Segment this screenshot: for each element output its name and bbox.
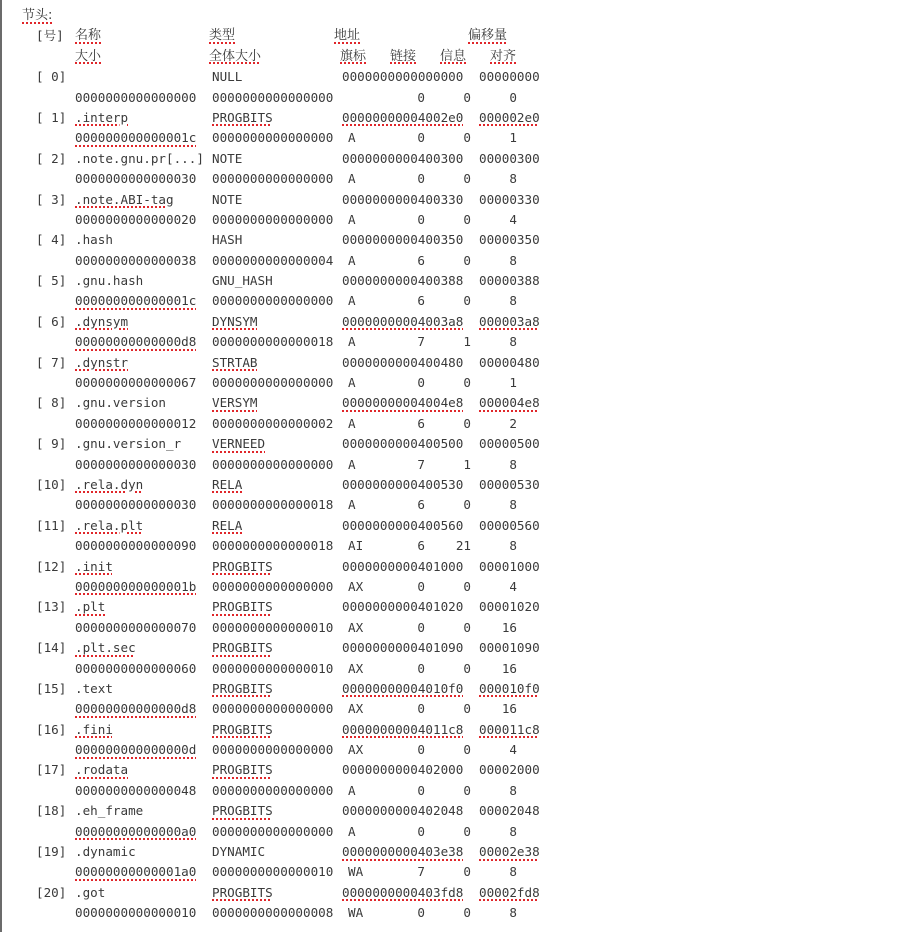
section-info: 0 bbox=[463, 864, 471, 880]
section-type: PROGBITS bbox=[212, 599, 273, 615]
section-row-main bbox=[0, 67, 897, 87]
section-name: .eh_frame bbox=[75, 803, 144, 819]
section-row-detail bbox=[0, 291, 897, 311]
section-size: 000000000000001b bbox=[75, 578, 197, 594]
section-size: 000000000000001c bbox=[75, 293, 197, 309]
section-size: 0000000000000070 bbox=[75, 619, 197, 635]
section-number: [ 2] bbox=[36, 150, 67, 166]
section-flags: A bbox=[348, 415, 356, 431]
section-number: [10] bbox=[36, 476, 67, 492]
section-link: 0 bbox=[417, 375, 425, 391]
section-entsize: 0000000000000018 bbox=[212, 497, 334, 513]
section-flags: WA bbox=[348, 864, 364, 880]
section-size: 0000000000000012 bbox=[75, 415, 197, 431]
section-entsize: 0000000000000002 bbox=[212, 415, 334, 431]
header-name: 名称 bbox=[75, 28, 102, 44]
section-flags: WA bbox=[348, 905, 364, 921]
header-flags: 旗标 bbox=[340, 48, 367, 64]
header-info: 信息 bbox=[440, 48, 467, 64]
section-row-detail bbox=[0, 618, 897, 638]
section-size: 000000000000000d bbox=[75, 742, 197, 758]
section-flags: A bbox=[348, 130, 356, 146]
section-row-main bbox=[0, 108, 897, 128]
section-row-main bbox=[0, 557, 897, 577]
section-name: .text bbox=[75, 680, 113, 696]
section-number: [19] bbox=[36, 844, 67, 860]
section-info: 0 bbox=[463, 823, 471, 839]
section-entsize: 0000000000000000 bbox=[212, 375, 334, 391]
section-type: PROGBITS bbox=[212, 558, 273, 574]
section-align: 16 bbox=[501, 701, 517, 717]
section-type: PROGBITS bbox=[212, 640, 273, 656]
section-size: 0000000000000020 bbox=[75, 211, 197, 227]
section-number: [15] bbox=[36, 680, 67, 696]
section-row-detail bbox=[0, 495, 897, 515]
section-type: NOTE bbox=[212, 150, 243, 166]
section-link: 7 bbox=[417, 334, 425, 350]
section-row-detail bbox=[0, 455, 897, 475]
section-link: 0 bbox=[417, 89, 425, 105]
section-flags: A bbox=[348, 171, 356, 187]
section-offset: 00001090 bbox=[479, 640, 540, 656]
section-address: 00000000004002e0 bbox=[342, 109, 464, 125]
section-row-main bbox=[0, 475, 897, 495]
section-type: PROGBITS bbox=[212, 109, 273, 125]
section-type: VERSYM bbox=[212, 395, 258, 411]
section-align: 8 bbox=[509, 171, 517, 187]
section-row-detail bbox=[0, 903, 897, 923]
section-offset: 00000530 bbox=[479, 476, 540, 492]
section-type: PROGBITS bbox=[212, 884, 273, 900]
section-number: [ 7] bbox=[36, 354, 67, 370]
section-offset: 000003a8 bbox=[479, 313, 540, 329]
section-address: 0000000000400330 bbox=[342, 191, 464, 207]
section-row-main bbox=[0, 516, 897, 536]
section-info: 1 bbox=[463, 456, 471, 472]
section-align: 1 bbox=[509, 375, 517, 391]
section-offset: 00000300 bbox=[479, 150, 540, 166]
section-type: PROGBITS bbox=[212, 762, 273, 778]
section-entsize: 0000000000000010 bbox=[212, 619, 334, 635]
section-row-detail bbox=[0, 822, 897, 842]
section-flags: A bbox=[348, 211, 356, 227]
section-address: 0000000000401000 bbox=[342, 558, 464, 574]
section-address: 0000000000400300 bbox=[342, 150, 464, 166]
section-info: 0 bbox=[463, 130, 471, 146]
section-size: 00000000000000a0 bbox=[75, 823, 197, 839]
section-type: RELA bbox=[212, 517, 243, 533]
section-row-main bbox=[0, 842, 897, 862]
section-info: 0 bbox=[463, 701, 471, 717]
section-type: PROGBITS bbox=[212, 803, 273, 819]
section-info: 0 bbox=[463, 578, 471, 594]
section-number: [17] bbox=[36, 762, 67, 778]
section-row-detail bbox=[0, 414, 897, 434]
section-row-main bbox=[0, 434, 897, 454]
section-name: .dynsym bbox=[75, 313, 129, 329]
section-address: 0000000000400388 bbox=[342, 273, 464, 289]
section-address: 00000000004004e8 bbox=[342, 395, 464, 411]
section-size: 00000000000000d8 bbox=[75, 334, 197, 350]
section-flags: A bbox=[348, 293, 356, 309]
section-row-main bbox=[0, 312, 897, 332]
section-align: 4 bbox=[509, 211, 517, 227]
header-link: 链接 bbox=[390, 48, 417, 64]
section-address: 00000000004011c8 bbox=[342, 721, 464, 737]
section-number: [ 3] bbox=[36, 191, 67, 207]
section-number: [13] bbox=[36, 599, 67, 615]
section-link: 7 bbox=[417, 456, 425, 472]
section-align: 8 bbox=[509, 252, 517, 268]
section-type: NULL bbox=[212, 69, 243, 85]
section-row-main bbox=[0, 801, 897, 821]
section-number: [12] bbox=[36, 558, 67, 574]
section-align: 4 bbox=[509, 578, 517, 594]
section-row-detail bbox=[0, 699, 897, 719]
section-link: 0 bbox=[417, 742, 425, 758]
section-flags: A bbox=[348, 334, 356, 350]
section-name: .plt.sec bbox=[75, 640, 136, 656]
section-number: [ 5] bbox=[36, 273, 67, 289]
section-row-main bbox=[0, 271, 897, 291]
header-align: 对齐 bbox=[490, 48, 517, 64]
section-row-main bbox=[0, 679, 897, 699]
section-address: 0000000000000000 bbox=[342, 69, 464, 85]
section-link: 0 bbox=[417, 578, 425, 594]
section-info: 1 bbox=[463, 334, 471, 350]
header-type: 类型 bbox=[209, 28, 236, 44]
section-link: 6 bbox=[417, 293, 425, 309]
section-name: .hash bbox=[75, 232, 113, 248]
section-align: 8 bbox=[509, 293, 517, 309]
section-align: 16 bbox=[501, 619, 517, 635]
section-offset: 000011c8 bbox=[479, 721, 540, 737]
section-row-detail bbox=[0, 659, 897, 679]
section-name: .note.gnu.pr[...] bbox=[75, 150, 204, 166]
section-address: 0000000000402048 bbox=[342, 803, 464, 819]
section-address: 00000000004010f0 bbox=[342, 680, 464, 696]
section-name: .gnu.version bbox=[75, 395, 166, 411]
section-flags: AX bbox=[348, 701, 364, 717]
section-address: 0000000000401090 bbox=[342, 640, 464, 656]
section-align: 8 bbox=[509, 456, 517, 472]
section-number: [18] bbox=[36, 803, 67, 819]
section-type: HASH bbox=[212, 232, 243, 248]
section-link: 0 bbox=[417, 130, 425, 146]
section-link: 6 bbox=[417, 415, 425, 431]
section-address: 0000000000400480 bbox=[342, 354, 464, 370]
section-link: 0 bbox=[417, 211, 425, 227]
section-number: [ 0] bbox=[36, 69, 67, 85]
header-offset: 偏移量 bbox=[468, 28, 508, 44]
section-address: 0000000000400560 bbox=[342, 517, 464, 533]
section-number: [14] bbox=[36, 640, 67, 656]
section-number: [ 9] bbox=[36, 436, 67, 452]
section-size: 0000000000000030 bbox=[75, 497, 197, 513]
section-info: 0 bbox=[463, 252, 471, 268]
section-row-main bbox=[0, 190, 897, 210]
section-name: .fini bbox=[75, 721, 113, 737]
section-offset: 00000388 bbox=[479, 273, 540, 289]
section-row-detail bbox=[0, 251, 897, 271]
section-row-detail bbox=[0, 128, 897, 148]
section-row-detail bbox=[0, 781, 897, 801]
section-row-detail bbox=[0, 373, 897, 393]
header-address: 地址 bbox=[334, 28, 361, 44]
section-name: .gnu.hash bbox=[75, 273, 144, 289]
section-type: GNU_HASH bbox=[212, 273, 273, 289]
section-offset: 00001000 bbox=[479, 558, 540, 574]
section-row-main bbox=[0, 720, 897, 740]
section-offset: 00002e38 bbox=[479, 844, 540, 860]
section-link: 6 bbox=[417, 252, 425, 268]
section-name: .rela.dyn bbox=[75, 476, 144, 492]
section-align: 0 bbox=[509, 89, 517, 105]
section-link: 6 bbox=[417, 538, 425, 554]
section-entsize: 0000000000000004 bbox=[212, 252, 334, 268]
section-row-main bbox=[0, 230, 897, 250]
section-size: 0000000000000090 bbox=[75, 538, 197, 554]
section-name: .note.ABI-tag bbox=[75, 191, 174, 207]
section-size: 00000000000001a0 bbox=[75, 864, 197, 880]
title-line bbox=[0, 6, 897, 26]
section-address: 0000000000402000 bbox=[342, 762, 464, 778]
section-offset: 00000350 bbox=[479, 232, 540, 248]
section-info: 0 bbox=[463, 497, 471, 513]
section-name: .gnu.version_r bbox=[75, 436, 182, 452]
section-offset: 00002000 bbox=[479, 762, 540, 778]
section-flags: A bbox=[348, 497, 356, 513]
section-row-main bbox=[0, 149, 897, 169]
section-number: [16] bbox=[36, 721, 67, 737]
section-row-detail bbox=[0, 862, 897, 882]
section-info: 0 bbox=[463, 293, 471, 309]
section-address: 0000000000401020 bbox=[342, 599, 464, 615]
section-type: NOTE bbox=[212, 191, 243, 207]
section-link: 0 bbox=[417, 619, 425, 635]
section-info: 0 bbox=[463, 660, 471, 676]
section-row-detail bbox=[0, 88, 897, 108]
section-flags: AX bbox=[348, 660, 364, 676]
section-offset: 000010f0 bbox=[479, 680, 540, 696]
section-name: .interp bbox=[75, 109, 129, 125]
section-row-main bbox=[0, 597, 897, 617]
section-entsize: 0000000000000010 bbox=[212, 864, 334, 880]
section-name: .dynamic bbox=[75, 844, 136, 860]
section-number: [ 4] bbox=[36, 232, 67, 248]
section-type: RELA bbox=[212, 476, 243, 492]
header-size: 大小 bbox=[75, 48, 102, 64]
section-info: 0 bbox=[463, 619, 471, 635]
section-number: [20] bbox=[36, 884, 67, 900]
section-flags: AI bbox=[348, 538, 364, 554]
section-header-listing bbox=[0, 6, 897, 924]
section-size: 0000000000000030 bbox=[75, 456, 197, 472]
section-align: 4 bbox=[509, 742, 517, 758]
section-row-main bbox=[0, 760, 897, 780]
section-entsize: 0000000000000000 bbox=[212, 823, 334, 839]
section-row-detail bbox=[0, 169, 897, 189]
section-info: 0 bbox=[463, 171, 471, 187]
section-size: 0000000000000067 bbox=[75, 375, 197, 391]
section-entsize: 0000000000000000 bbox=[212, 211, 334, 227]
section-type: STRTAB bbox=[212, 354, 258, 370]
section-align: 8 bbox=[509, 497, 517, 513]
section-align: 2 bbox=[509, 415, 517, 431]
section-align: 16 bbox=[501, 660, 517, 676]
section-row-detail bbox=[0, 332, 897, 352]
section-entsize: 0000000000000000 bbox=[212, 578, 334, 594]
section-entsize: 0000000000000000 bbox=[212, 742, 334, 758]
section-link: 0 bbox=[417, 782, 425, 798]
section-address: 00000000004003a8 bbox=[342, 313, 464, 329]
section-address: 0000000000400500 bbox=[342, 436, 464, 452]
section-link: 0 bbox=[417, 701, 425, 717]
section-row-main bbox=[0, 393, 897, 413]
page-title: 节头: bbox=[22, 8, 53, 23]
section-entsize: 0000000000000018 bbox=[212, 538, 334, 554]
section-address: 0000000000400350 bbox=[342, 232, 464, 248]
section-number: [ 8] bbox=[36, 395, 67, 411]
section-link: 0 bbox=[417, 823, 425, 839]
section-flags: A bbox=[348, 782, 356, 798]
section-info: 0 bbox=[463, 375, 471, 391]
section-flags: AX bbox=[348, 578, 364, 594]
section-size: 0000000000000030 bbox=[75, 171, 197, 187]
section-address: 0000000000400530 bbox=[342, 476, 464, 492]
section-size: 000000000000001c bbox=[75, 130, 197, 146]
section-info: 21 bbox=[455, 538, 471, 554]
section-size: 0000000000000048 bbox=[75, 782, 197, 798]
section-align: 8 bbox=[509, 334, 517, 350]
section-number: [11] bbox=[36, 517, 67, 533]
section-name: .init bbox=[75, 558, 113, 574]
section-offset: 00002fd8 bbox=[479, 884, 540, 900]
section-link: 6 bbox=[417, 497, 425, 513]
section-row-detail bbox=[0, 577, 897, 597]
section-flags: A bbox=[348, 823, 356, 839]
header-row-1 bbox=[0, 26, 897, 46]
section-entsize: 0000000000000000 bbox=[212, 456, 334, 472]
section-name: .plt bbox=[75, 599, 106, 615]
section-type: PROGBITS bbox=[212, 680, 273, 696]
section-name: .got bbox=[75, 884, 106, 900]
section-name: .rela.plt bbox=[75, 517, 144, 533]
section-offset: 00000330 bbox=[479, 191, 540, 207]
section-link: 7 bbox=[417, 864, 425, 880]
section-entsize: 0000000000000000 bbox=[212, 293, 334, 309]
header-row-2 bbox=[0, 47, 897, 67]
section-number: [ 1] bbox=[36, 109, 67, 125]
section-address: 0000000000403e38 bbox=[342, 844, 464, 860]
section-align: 8 bbox=[509, 782, 517, 798]
section-number: [ 6] bbox=[36, 313, 67, 329]
section-entsize: 0000000000000000 bbox=[212, 130, 334, 146]
section-row-main bbox=[0, 353, 897, 373]
section-align: 8 bbox=[509, 905, 517, 921]
section-size: 0000000000000038 bbox=[75, 252, 197, 268]
section-info: 0 bbox=[463, 211, 471, 227]
section-size: 0000000000000060 bbox=[75, 660, 197, 676]
section-info: 0 bbox=[463, 415, 471, 431]
section-info: 0 bbox=[463, 905, 471, 921]
section-entsize: 0000000000000000 bbox=[212, 701, 334, 717]
section-flags: AX bbox=[348, 619, 364, 635]
section-row-main bbox=[0, 638, 897, 658]
section-align: 8 bbox=[509, 823, 517, 839]
section-type: DYNAMIC bbox=[212, 844, 266, 860]
section-rows bbox=[0, 67, 897, 923]
section-entsize: 0000000000000008 bbox=[212, 905, 334, 921]
section-row-main bbox=[0, 883, 897, 903]
section-size: 00000000000000d8 bbox=[75, 701, 197, 717]
section-flags: A bbox=[348, 252, 356, 268]
section-align: 1 bbox=[509, 130, 517, 146]
section-entsize: 0000000000000010 bbox=[212, 660, 334, 676]
section-link: 0 bbox=[417, 171, 425, 187]
section-align: 8 bbox=[509, 538, 517, 554]
section-row-detail bbox=[0, 210, 897, 230]
section-info: 0 bbox=[463, 742, 471, 758]
section-entsize: 0000000000000000 bbox=[212, 782, 334, 798]
header-entsize: 全体大小 bbox=[209, 48, 262, 64]
section-type: VERNEED bbox=[212, 436, 266, 452]
section-offset: 00001020 bbox=[479, 599, 540, 615]
section-name: .dynstr bbox=[75, 354, 129, 370]
section-row-detail bbox=[0, 536, 897, 556]
section-name: .rodata bbox=[75, 762, 129, 778]
section-type: DYNSYM bbox=[212, 313, 258, 329]
section-size: 0000000000000010 bbox=[75, 905, 197, 921]
section-entsize: 0000000000000018 bbox=[212, 334, 334, 350]
section-flags: A bbox=[348, 456, 356, 472]
section-offset: 00000480 bbox=[479, 354, 540, 370]
section-flags: A bbox=[348, 375, 356, 391]
header-num: [号] bbox=[36, 28, 64, 44]
section-entsize: 0000000000000000 bbox=[212, 171, 334, 187]
section-offset: 000002e0 bbox=[479, 109, 540, 125]
section-info: 0 bbox=[463, 782, 471, 798]
section-type: PROGBITS bbox=[212, 721, 273, 737]
section-row-detail bbox=[0, 740, 897, 760]
section-align: 8 bbox=[509, 864, 517, 880]
section-size: 0000000000000000 bbox=[75, 89, 197, 105]
section-offset: 00002048 bbox=[479, 803, 540, 819]
section-offset: 00000000 bbox=[479, 69, 540, 85]
section-entsize: 0000000000000000 bbox=[212, 89, 334, 105]
section-offset: 000004e8 bbox=[479, 395, 540, 411]
section-flags: AX bbox=[348, 742, 364, 758]
section-link: 0 bbox=[417, 905, 425, 921]
section-address: 0000000000403fd8 bbox=[342, 884, 464, 900]
section-offset: 00000500 bbox=[479, 436, 540, 452]
section-info: 0 bbox=[463, 89, 471, 105]
section-link: 0 bbox=[417, 660, 425, 676]
section-offset: 00000560 bbox=[479, 517, 540, 533]
